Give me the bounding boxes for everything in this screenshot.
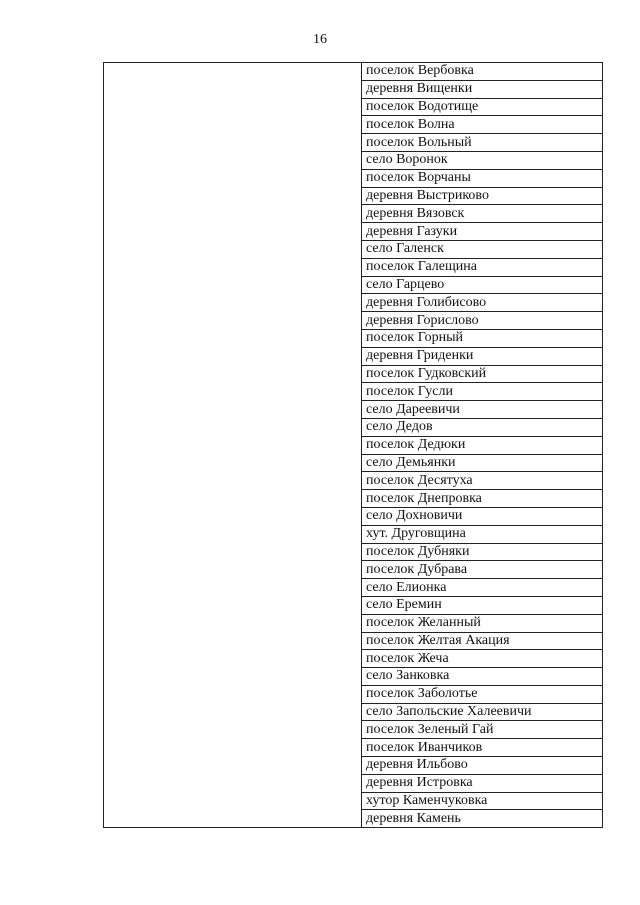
settlement-name-cell: поселок Иванчиков (362, 739, 603, 757)
settlement-name-cell: поселок Заболотье (362, 685, 603, 703)
settlement-name-cell: поселок Волна (362, 116, 603, 134)
settlement-name-cell: хут. Друговщина (362, 525, 603, 543)
settlement-name-cell: поселок Дубняки (362, 543, 603, 561)
settlement-name-cell: поселок Гудковский (362, 365, 603, 383)
settlement-name-cell: деревня Гриденки (362, 347, 603, 365)
settlement-name-cell: село Воронок (362, 151, 603, 169)
settlement-name-cell: село Гарцево (362, 276, 603, 294)
settlement-name-cell: деревня Ильбово (362, 757, 603, 775)
settlement-name-cell: поселок Ворчаны (362, 169, 603, 187)
settlement-name-cell: деревня Истровка (362, 774, 603, 792)
settlement-name-cell: поселок Десятуха (362, 472, 603, 490)
settlement-name-cell: поселок Жеча (362, 650, 603, 668)
settlement-name-cell: поселок Дубрава (362, 561, 603, 579)
settlement-name-cell: поселок Зеленый Гай (362, 721, 603, 739)
settlement-name-cell: деревня Выстриково (362, 187, 603, 205)
settlement-name-cell: село Елионка (362, 579, 603, 597)
settlement-name-cell: село Дареевичи (362, 401, 603, 419)
settlement-name-cell: поселок Желанный (362, 614, 603, 632)
settlement-name-cell: поселок Днепровка (362, 490, 603, 508)
settlements-table-body (104, 63, 603, 828)
page-number: 16 (313, 32, 327, 47)
settlement-name-cell: село Дохновичи (362, 507, 603, 525)
settlement-name-cell: деревня Газуки (362, 223, 603, 241)
settlements-table-container (103, 62, 596, 828)
settlement-name-cell: село Галенск (362, 240, 603, 258)
settlement-name-cell: поселок Галещина (362, 258, 603, 276)
settlement-name-cell: село Демьянки (362, 454, 603, 472)
settlement-name-cell: село Еремин (362, 596, 603, 614)
settlement-name-cell: деревня Вищенки (362, 80, 603, 98)
settlement-name-cell: поселок Дедюки (362, 436, 603, 454)
table-row (104, 63, 603, 81)
settlement-name-cell: деревня Голибисово (362, 294, 603, 312)
settlement-name-cell: поселок Водотище (362, 98, 603, 116)
settlements-table (103, 62, 603, 828)
settlement-name-cell: поселок Гусли (362, 383, 603, 401)
settlement-name-cell: деревня Вязовск (362, 205, 603, 223)
settlement-name-cell: поселок Вольный (362, 134, 603, 152)
settlement-name-cell: деревня Камень (362, 810, 603, 828)
settlement-name-cell: поселок Желтая Акация (362, 632, 603, 650)
settlement-name-cell: поселок Горный (362, 329, 603, 347)
settlement-name-cell: поселок Вербовка (362, 63, 603, 81)
empty-left-column-cell (104, 63, 362, 828)
settlement-name-cell: хутор Каменчуковка (362, 792, 603, 810)
settlement-name-cell: деревня Горислово (362, 312, 603, 330)
settlement-name-cell: село Занковка (362, 668, 603, 686)
settlement-name-cell: село Запольские Халеевичи (362, 703, 603, 721)
settlement-name-cell: село Дедов (362, 418, 603, 436)
